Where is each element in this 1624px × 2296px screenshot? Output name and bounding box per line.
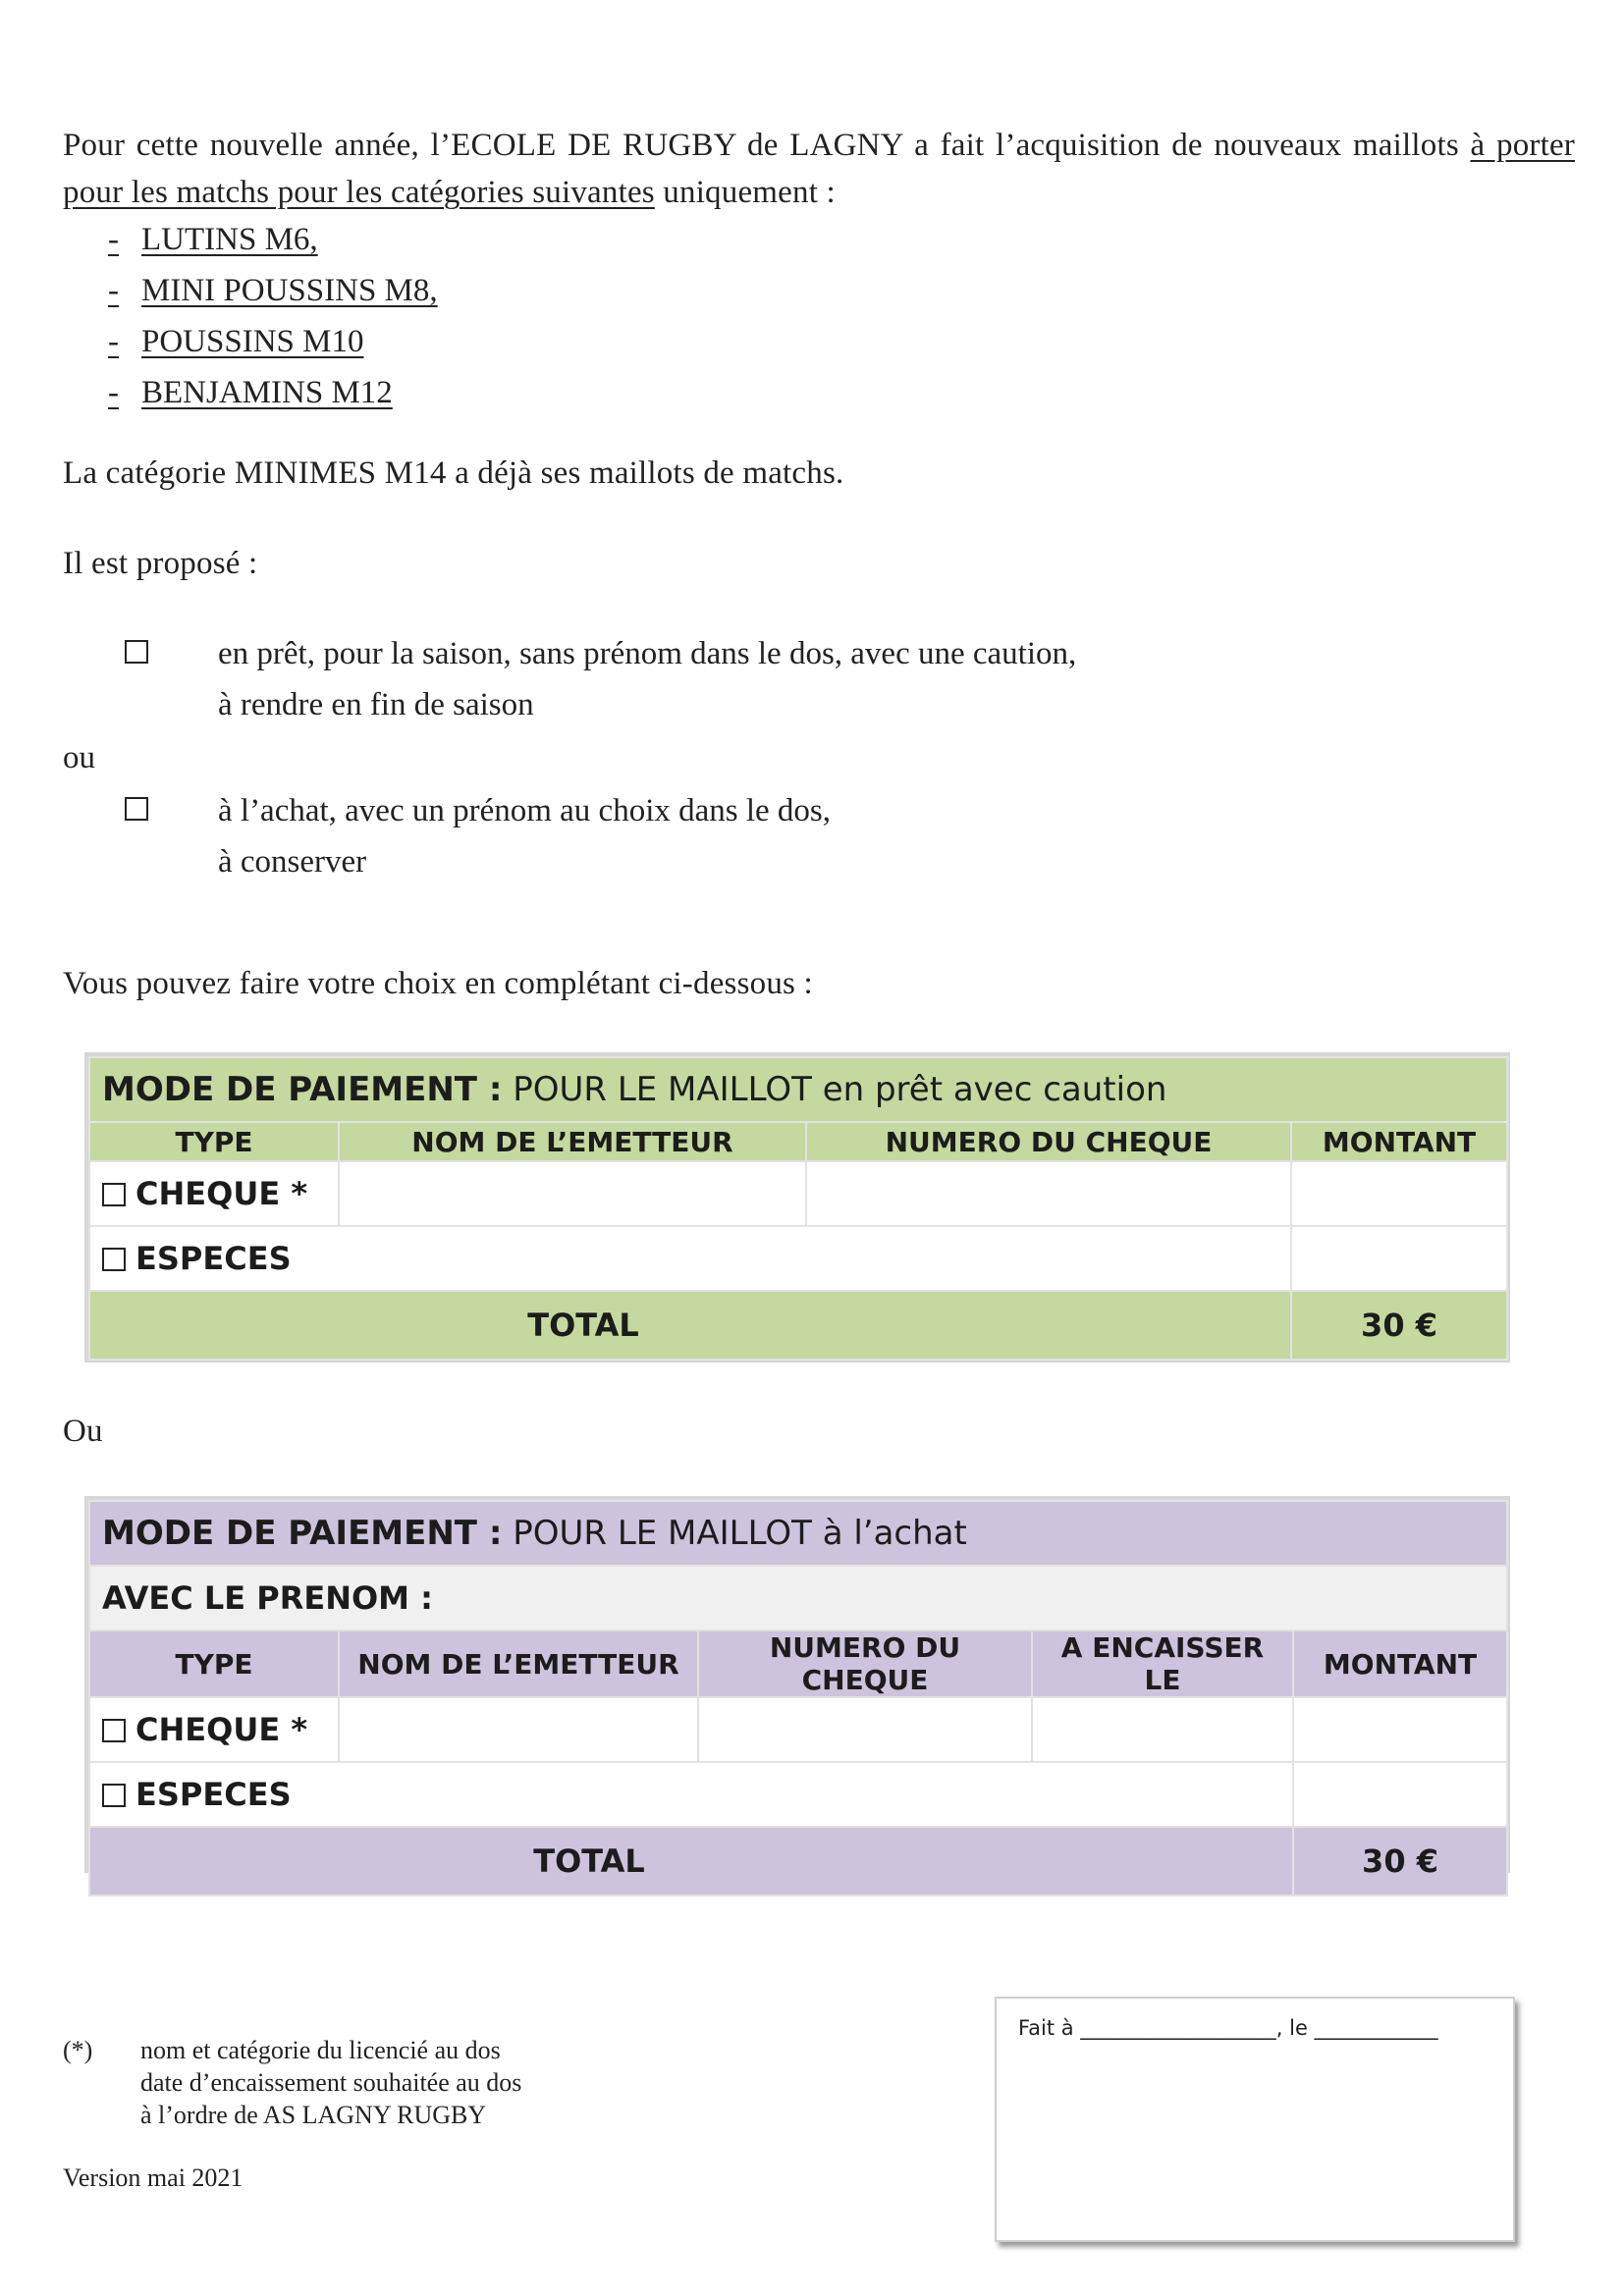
- column-header: NOM DE L’EMETTEUR: [339, 1630, 698, 1697]
- cheque-number-cell[interactable]: [806, 1161, 1291, 1226]
- list-bullet: -: [108, 324, 119, 359]
- column-header: MONTANT: [1291, 1122, 1507, 1161]
- table-total-row: [89, 1291, 1507, 1360]
- footnote-line: nom et catégorie du licencié au dos: [140, 2036, 501, 2064]
- or-label: ou: [63, 740, 95, 775]
- table-title-bold: MODE DE PAIEMENT :: [102, 1070, 503, 1109]
- list-item: [108, 265, 438, 316]
- column-header: TYPE: [89, 1122, 339, 1161]
- list-bullet: -: [108, 273, 119, 308]
- option-loan-line1: en prêt, pour la saison, sans prénom dans le dos, avec une caution,: [218, 636, 1077, 671]
- option-purchase-checkbox[interactable]: [125, 797, 148, 821]
- column-header: NUMERO DU CHEQUE: [698, 1630, 1032, 1697]
- total-value: 30 €: [1293, 1827, 1507, 1896]
- amount-cell[interactable]: [1293, 1762, 1507, 1827]
- category-label: BENJAMINS M12: [141, 375, 393, 410]
- list-bullet: -: [108, 222, 119, 257]
- intro-text-2: uniquement :: [654, 175, 836, 210]
- total-label: TOTAL: [89, 1291, 1291, 1360]
- table-title-rest: POUR LE MAILLOT en prêt avec caution: [502, 1070, 1167, 1109]
- table-column-headers: [89, 1630, 1507, 1697]
- category-list: [108, 214, 438, 418]
- proposal-label: Il est proposé :: [63, 546, 258, 581]
- emitter-name-cell[interactable]: [339, 1697, 698, 1762]
- payment-table-purchase: [84, 1496, 1510, 1880]
- cheque-checkbox[interactable]: [102, 1719, 126, 1742]
- option-loan-checkbox[interactable]: [125, 640, 148, 664]
- especes-checkbox[interactable]: [102, 1784, 126, 1807]
- option-purchase-line2: à conserver: [218, 844, 367, 880]
- prenom-row[interactable]: [89, 1566, 1507, 1630]
- table-column-headers: [89, 1122, 1507, 1161]
- table-total-row: [89, 1827, 1507, 1896]
- especes-label: ESPECES: [135, 1776, 292, 1813]
- amount-cell[interactable]: [1291, 1226, 1507, 1291]
- table-row: [89, 1697, 1507, 1762]
- prenom-label: AVEC LE PRENOM :: [89, 1566, 1507, 1630]
- option-purchase-line1: à l’achat, avec un prénom au choix dans le dos,: [218, 793, 832, 828]
- amount-cell[interactable]: [1291, 1161, 1507, 1226]
- payment-type-cheque[interactable]: [89, 1697, 339, 1762]
- signature-box[interactable]: [995, 1997, 1515, 2242]
- column-header: NUMERO DU CHEQUE: [806, 1122, 1291, 1161]
- footnote-marker: (*): [63, 2036, 93, 2064]
- list-item: [108, 214, 438, 265]
- column-header: A ENCAISSER LE: [1032, 1630, 1293, 1697]
- cash-date-cell[interactable]: [1032, 1697, 1293, 1762]
- table-row: [89, 1762, 1507, 1827]
- especes-label: ESPECES: [135, 1240, 292, 1277]
- footnote-line: à l’ordre de AS LAGNY RUGBY: [140, 2101, 487, 2129]
- column-header: NOM DE L’EMETTEUR: [339, 1122, 806, 1161]
- minimes-note: La catégorie MINIMES M14 a déjà ses maillots de matchs.: [63, 455, 844, 491]
- category-label: MINI POUSSINS M8,: [141, 273, 438, 308]
- cheque-label: CHEQUE *: [135, 1711, 308, 1748]
- especes-checkbox[interactable]: [102, 1248, 126, 1271]
- emitter-name-cell[interactable]: [339, 1161, 806, 1226]
- cheque-label: CHEQUE *: [135, 1175, 308, 1212]
- table-row: [89, 1161, 1507, 1226]
- payment-table-loan: [84, 1052, 1510, 1362]
- ou-label: Ou: [63, 1414, 103, 1449]
- list-item: [108, 367, 438, 418]
- payment-type-cheque[interactable]: [89, 1161, 339, 1226]
- table-title-row: [89, 1057, 1507, 1122]
- intro-text-1: Pour cette nouvelle année, l’ECOLE DE RUGBY de LAGNY a fait l’acquisition de nouveaux maillots: [63, 128, 1471, 163]
- option-loan-line2: à rendre en fin de saison: [218, 687, 534, 722]
- list-item: [108, 316, 438, 367]
- table-title-bold: MODE DE PAIEMENT :: [102, 1514, 503, 1553]
- list-bullet: -: [108, 375, 119, 410]
- signature-place-date: Fait à ___________________, le ____________: [1018, 2016, 1438, 2040]
- table-row: [89, 1226, 1507, 1291]
- payment-type-especes[interactable]: [89, 1762, 1293, 1827]
- total-label: TOTAL: [89, 1827, 1293, 1896]
- amount-cell[interactable]: [1293, 1697, 1507, 1762]
- total-value: 30 €: [1291, 1291, 1507, 1360]
- table-title-row: [89, 1501, 1507, 1566]
- payment-type-especes[interactable]: [89, 1226, 1291, 1291]
- footnote-text: [140, 2034, 521, 2131]
- column-header: MONTANT: [1293, 1630, 1507, 1697]
- column-header: TYPE: [89, 1630, 339, 1697]
- intro-paragraph: [63, 122, 1575, 216]
- category-label: LUTINS M6,: [141, 222, 318, 257]
- cheque-number-cell[interactable]: [698, 1697, 1032, 1762]
- cheque-checkbox[interactable]: [102, 1183, 126, 1206]
- footnote-line: date d’encaissement souhaitée au dos: [140, 2068, 522, 2097]
- version-label: Version mai 2021: [63, 2163, 244, 2192]
- choice-prompt: Vous pouvez faire votre choix en complétant ci-dessous :: [63, 966, 813, 1001]
- table-title-rest: POUR LE MAILLOT à l’achat: [502, 1514, 967, 1553]
- intro-underlined-text: à porter pour les matchs pour les catégories suivantes: [63, 128, 1575, 210]
- category-label: POUSSINS M10: [141, 324, 364, 359]
